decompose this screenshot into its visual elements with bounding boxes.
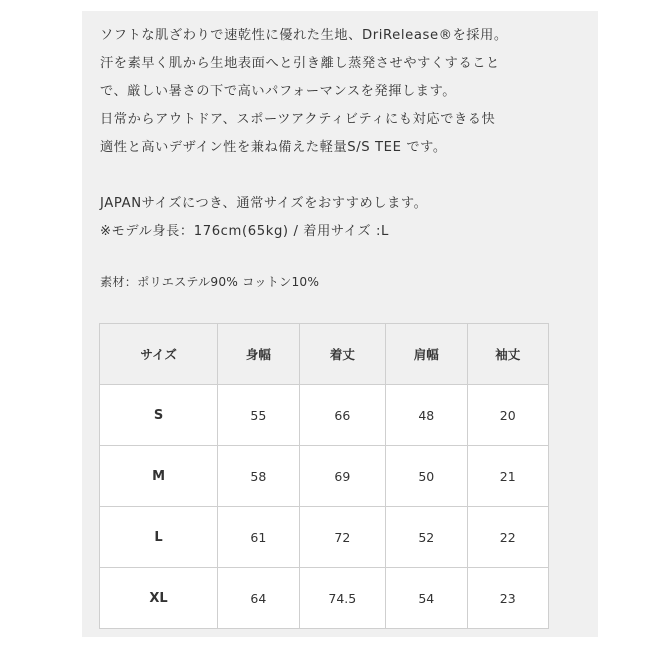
- model-info-line: ※モデル身長：176cm(65kg) / 着用サイズ :L: [100, 224, 389, 239]
- table-cell: 61: [218, 507, 299, 568]
- table-cell: 52: [386, 507, 467, 568]
- description-line: ソフトな肌ざわりで速乾性に優れた生地、DriRelease®を採用。: [100, 28, 508, 43]
- size-label: XL: [100, 568, 218, 629]
- description-line: 適性と高いデザイン性を兼ね備えた軽量S/S TEE です。: [100, 140, 447, 155]
- table-row: [100, 568, 549, 629]
- sizing-note-line: JAPANサイズにつき、通常サイズをおすすめします。: [100, 196, 428, 211]
- table-row: [100, 446, 549, 507]
- size-table: [99, 323, 549, 629]
- table-cell: 22: [467, 507, 548, 568]
- table-cell: 72: [299, 507, 386, 568]
- table-cell: 54: [386, 568, 467, 629]
- material-line: 素材：ポリエステル90% コットン10%: [100, 275, 320, 289]
- size-table-header-row: [100, 324, 549, 385]
- table-cell: 64: [218, 568, 299, 629]
- header-shoulder-width: 肩幅: [386, 324, 467, 385]
- header-length: 着丈: [299, 324, 386, 385]
- table-cell: 69: [299, 446, 386, 507]
- description-line: 日常からアウトドア、スポーツアクティビティにも対応できる快: [100, 112, 496, 127]
- description-line: で、厳しい暑さの下で高いパフォーマンスを発揮します。: [100, 84, 457, 99]
- table-row: [100, 385, 549, 446]
- table-cell: 23: [467, 568, 548, 629]
- table-cell: 50: [386, 446, 467, 507]
- table-cell: 21: [467, 446, 548, 507]
- table-cell: 48: [386, 385, 467, 446]
- product-description: [100, 22, 560, 296]
- size-label: M: [100, 446, 218, 507]
- description-line: 汗を素早く肌から生地表面へと引き離し蒸発させやすくすること: [100, 56, 500, 71]
- header-size: サイズ: [100, 324, 218, 385]
- size-label: S: [100, 385, 218, 446]
- header-body-width: 身幅: [218, 324, 299, 385]
- size-label: L: [100, 507, 218, 568]
- table-row: [100, 507, 549, 568]
- table-cell: 55: [218, 385, 299, 446]
- table-cell: 74.5: [299, 568, 386, 629]
- table-cell: 66: [299, 385, 386, 446]
- table-cell: 58: [218, 446, 299, 507]
- table-cell: 20: [467, 385, 548, 446]
- header-sleeve-length: 袖丈: [467, 324, 548, 385]
